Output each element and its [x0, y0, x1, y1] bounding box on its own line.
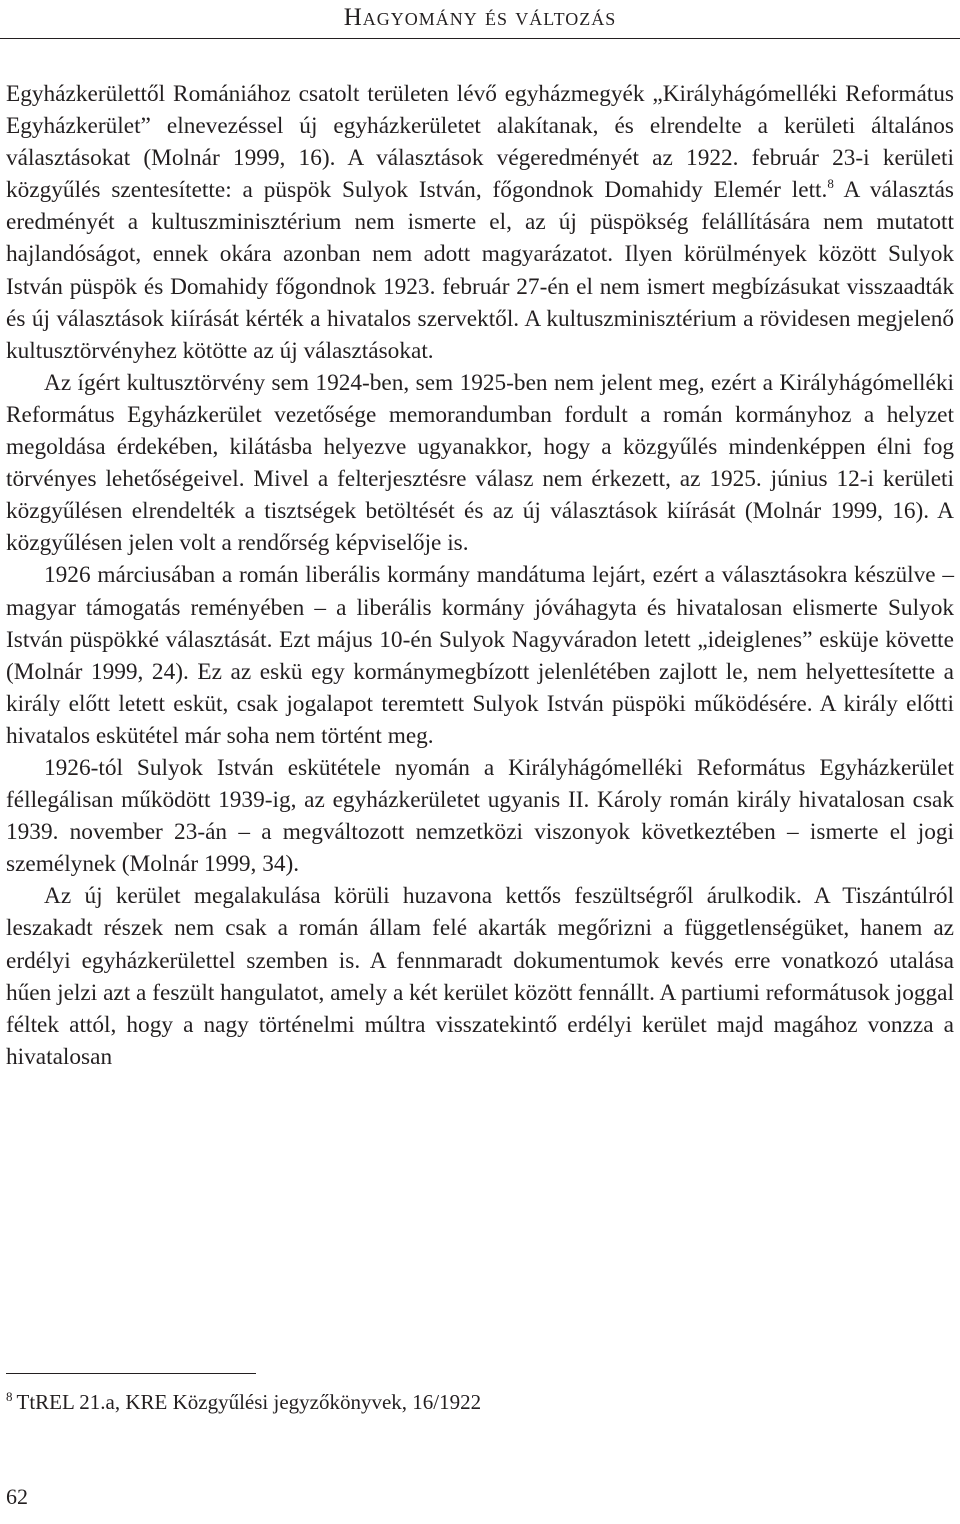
page-number: 62: [6, 1484, 28, 1509]
header-rule: [0, 38, 960, 39]
footnote: [6, 1388, 954, 1416]
paragraph-1-continuation: A választás eredményét a kultuszminisztérium nem ismerte el, az új püspökség felállítására nem mutatott hajlandóságot, ennek okára azonban nem adott magyarázatot. Ilyen körülmények között Sulyok István püspök és Domahidy főgondnok 1923. február 27-én el nem ismert megbízásukat visszaadták és új választások kiírását kérték a hivatalos szervektől. A kultuszminisztérium a rövidesen megjelenő kultusztörvényhez kötötte az új választásokat.: [6, 177, 954, 364]
footnote-text: TtREL 21.a, KRE Közgyűlési jegyzőkönyvek, 16/1922: [16, 1390, 482, 1414]
footnote-mark: 8: [6, 1389, 13, 1404]
paragraph-4: 1926-tól Sulyok István eskütétele nyomán a Királyhágómelléki Református Egyházkerület féllegálisan működött 1939-ig, az egyházkerületet ugyanis II. Károly román király hivatalosan csak 1939. november 23-án – a megváltozott nemzetközi viszonyok következtében – ismerte el jogi személynek (Molnár 1999, 34).: [6, 754, 954, 878]
body-text: [6, 78, 954, 1073]
paragraph-3: 1926 márciusában a román liberális kormány mandátuma lejárt, ezért a választásokra készülve – magyar támogatás reményében – a liberális kormány jóváhagyta és hivatalosan elismerte Sulyok István püspökké választását. Ezt május 10-én Sulyok Nagyváradon letett „ideiglenes” esküje követte (Molnár 1999, 24). Ez az eskü egy kormánymegbízott jelenlétében zajlott le, nem helyettesítette a király előtt letett esküt, csak jogalapot teremtett Sulyok István püspöki működésére. A király előtti hivatalos eskütétel már soha nem történt meg.: [6, 562, 954, 749]
paragraph-1: [6, 78, 954, 367]
footnote-reference: 8: [827, 176, 834, 192]
paragraph-5: Az új kerület megalakulása körüli huzavona kettős feszültségről árulkodik. A Tiszántúlról leszakadt részek nem csak a román állam felé akarták megőrizni a függetlenségüket, hanem az erdélyi egyházkerülettel szemben is. A fennmaradt dokumentumok kevés erre vonatkozó utalása hűen jelzi azt a feszült hangulatot, amely a két kerület között fennállt. A partiumi reformátusok joggal féltek attól, hogy a nagy történelmi múltra visszatekintő erdélyi kerület majd magához vonzza a hivatalosan: [6, 883, 954, 1070]
paragraph-1-text: Egyházkerülettől Romániához csatolt területen lévő egyházmegyék „Királyhágómelléki Református Egyházkerület” elnevezéssel új egyházkerületet alakítanak, és elrendelte a kerületi általános választásokat (Molnár 1999, 16). A választások végeredményét az 1922. február 23-i kerületi közgyűlés szentesítette: a püspök Sulyok István, főgondnok Domahidy Elemér lett.: [6, 81, 954, 204]
running-head: Hagyomány és változás: [343, 4, 617, 31]
paragraph-2: Az ígért kultusztörvény sem 1924-ben, sem 1925-ben nem jelent meg, ezért a Királyhágómelléki Református Egyházkerület vezetősége memorandumban fordult a román kormányhoz a helyzet megoldása érdekében, kilátásba helyezve ugyanakkor, hogy a közgyűlés mindenképpen élni fog törvényes lehetőségeivel. Mivel a felterjesztésre válasz nem érkezett, az 1925. június 12-i kerületi közgyűlésen elrendelték a tisztségek betöltését és az új választások kiírását (Molnár 1999, 16). A közgyűlésen jelen volt a rendőrség képviselője is.: [6, 369, 954, 557]
footnote-rule: [6, 1373, 256, 1374]
